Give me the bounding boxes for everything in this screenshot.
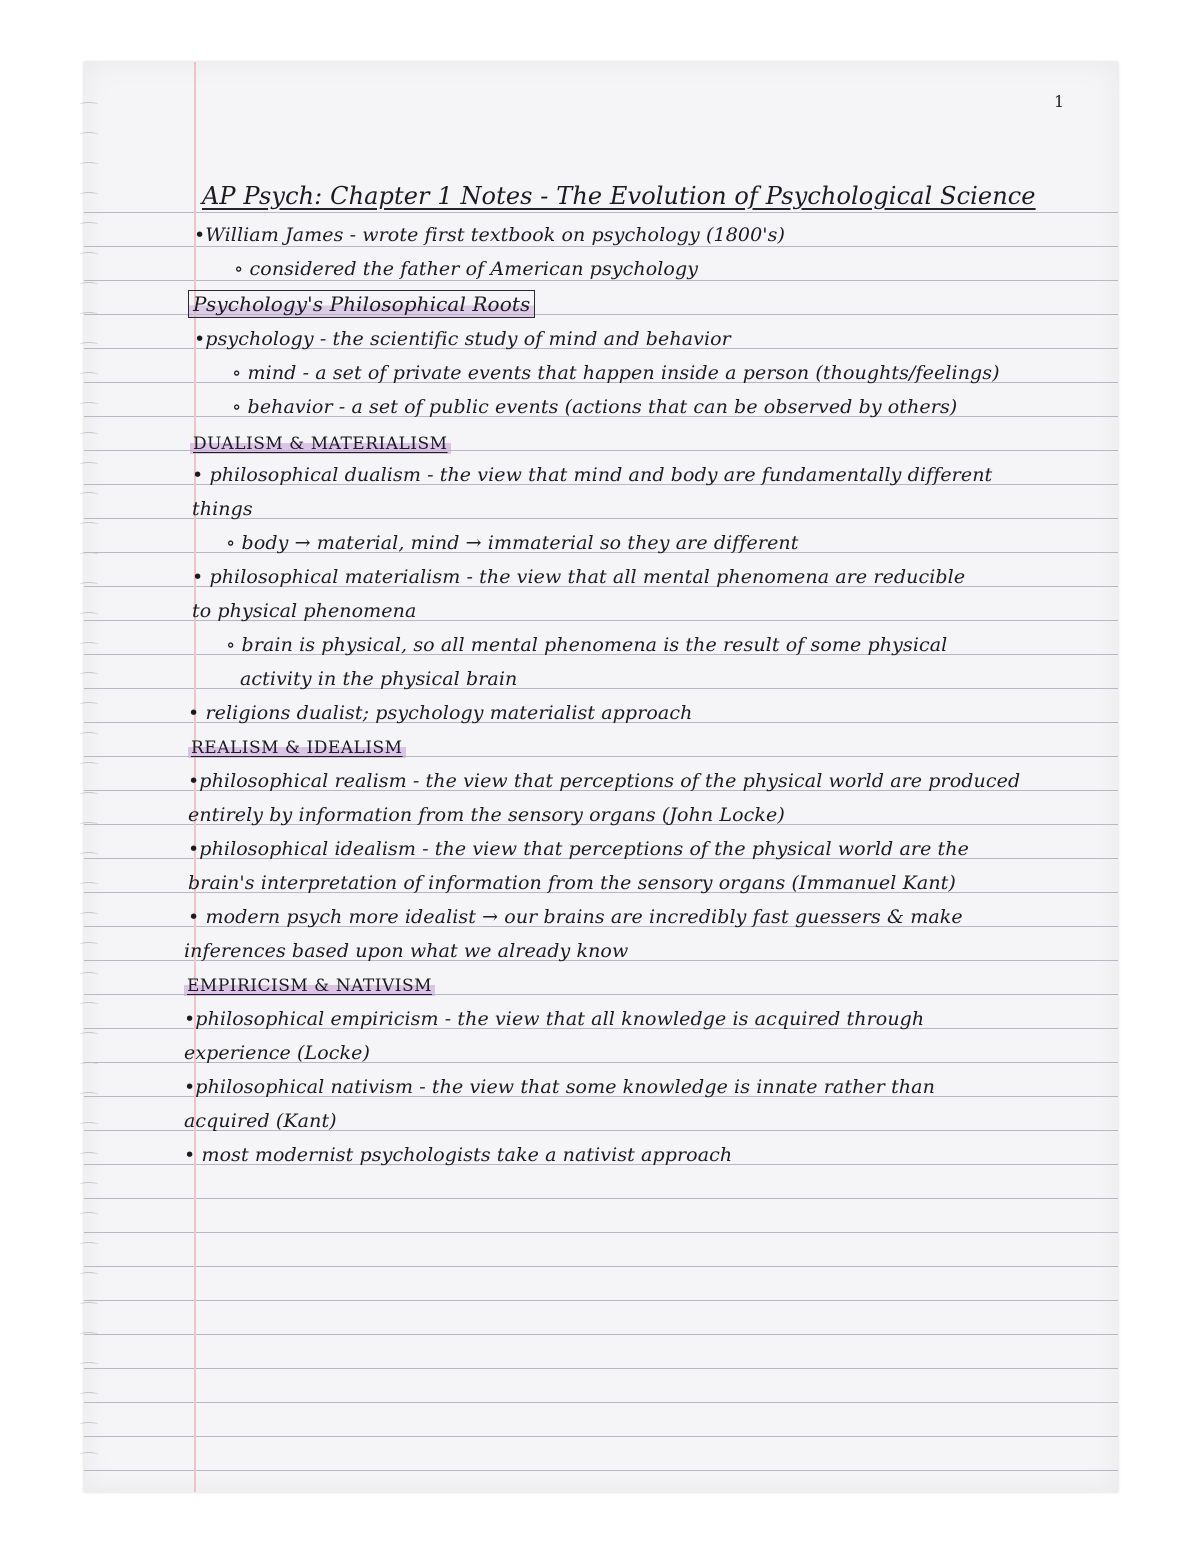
note-line: to physical phenomena <box>192 600 417 622</box>
note-line: entirely by information from the sensory organs (John Locke) <box>188 804 785 826</box>
notebook-page <box>84 62 1118 1492</box>
section-heading <box>184 976 435 995</box>
note-line: activity in the physical brain <box>240 668 518 690</box>
note-line: ∘ body → material, mind → immaterial so they are different <box>226 532 799 554</box>
note-line: •philosophical idealism - the view that perceptions of the physical world are the <box>188 838 969 860</box>
note-line: inferences based upon what we already know <box>184 940 629 962</box>
note-line: •philosophical empiricism - the view that all knowledge is acquired through <box>184 1008 925 1030</box>
note-line: experience (Locke) <box>184 1042 371 1064</box>
note-line: •philosophical nativism - the view that some knowledge is innate rather than <box>184 1076 935 1098</box>
note-line: brain's interpretation of information from the sensory organs (Immanuel Kant) <box>188 872 956 894</box>
note-line: • modern psych more idealist → our brains are incredibly fast guessers & make <box>188 906 963 928</box>
note-line: ∘ mind - a set of private events that happen inside a person (thoughts/feelings) <box>232 362 1000 384</box>
page-number: 1 <box>1054 92 1065 111</box>
note-line: • philosophical materialism - the view that all mental phenomena are reducible <box>192 566 966 588</box>
section-heading-text: Psychology's Philosophical Roots <box>188 290 535 318</box>
section-heading <box>188 294 535 315</box>
note-line: •psychology - the scientific study of mind and behavior <box>194 328 731 350</box>
note-line: things <box>192 498 253 520</box>
note-line: acquired (Kant) <box>184 1110 337 1132</box>
section-heading-text: DUALISM & MATERIALISM <box>190 434 451 454</box>
page-title: AP Psych: Chapter 1 Notes - The Evolution of Psychological Science <box>202 182 1036 210</box>
section-heading <box>190 434 451 453</box>
note-line: ∘ behavior - a set of public events (actions that can be observed by others) <box>232 396 958 418</box>
note-line: •William James - wrote first textbook on psychology (1800's) <box>194 224 785 246</box>
note-line: •philosophical realism - the view that perceptions of the physical world are produced <box>188 770 1021 792</box>
note-line: ∘ considered the father of American psychology <box>234 258 699 280</box>
note-line: • most modernist psychologists take a nativist approach <box>184 1144 733 1166</box>
note-line: • philosophical dualism - the view that mind and body are fundamentally different <box>192 464 993 486</box>
note-line: • religions dualist; psychology materialist approach <box>188 702 693 724</box>
section-heading-text: EMPIRICISM & NATIVISM <box>184 976 435 996</box>
note-line: ∘ brain is physical, so all mental phenomena is the result of some physical <box>226 634 948 656</box>
section-heading <box>188 738 406 757</box>
section-heading-text: REALISM & IDEALISM <box>188 738 406 758</box>
